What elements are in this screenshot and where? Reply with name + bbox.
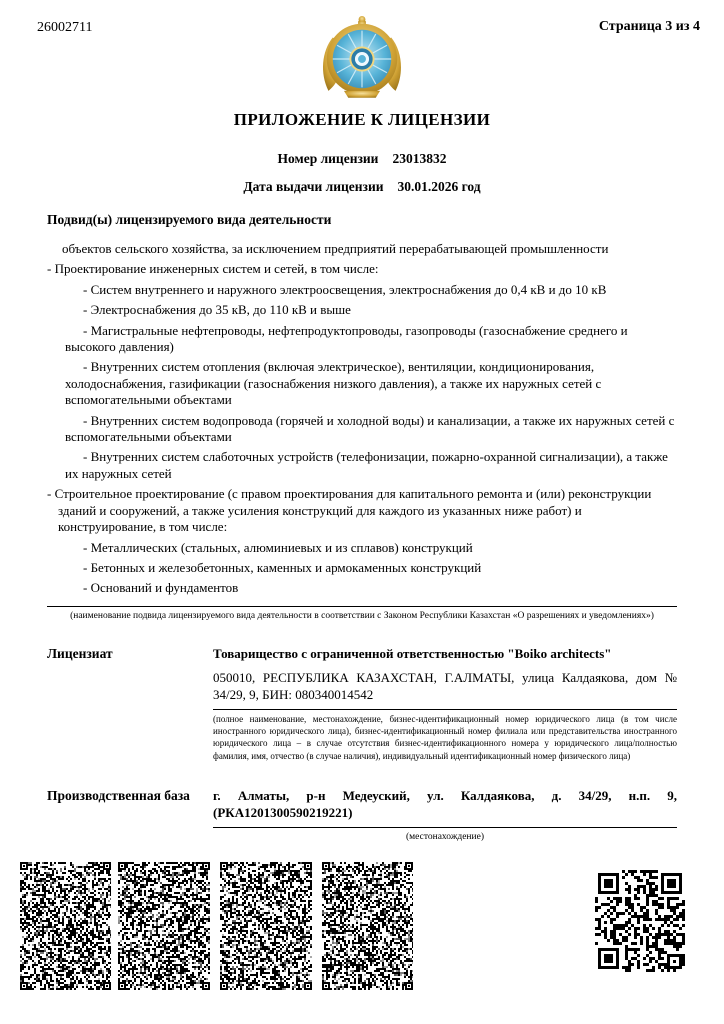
production-base-details <box>213 787 677 843</box>
subtypes-footnote: (наименование подвида лицензируемого вида деятельности в соответствии с Законом Республики Казахстан «О разрешениях и уведомлениях») <box>70 610 654 621</box>
subtypes-heading: Подвид(ы) лицензируемого вида деятельности <box>47 212 332 227</box>
production-base-footnote: (местонахождение) <box>406 832 484 842</box>
license-number-label: Номер лицензии <box>277 151 379 166</box>
licensee-address: 050010, РЕСПУБЛИКА КАЗАХСТАН, Г.АЛМАТЫ, улица Калдаякова, дом № 34/29, 9, БИН: 080340014542 <box>213 670 677 702</box>
licensee-name: Товарищество с ограниченной ответственностью "Boiko architects" <box>213 646 612 661</box>
license-number-value: 23013832 <box>392 151 447 166</box>
barcode-row <box>0 860 724 1000</box>
document-number: 26002711 <box>37 20 93 35</box>
subtype-item: - Внутренних систем отопления (включая электрическое), вентиляции, кондиционирования, холодоснабжения, газификации (газоснабжения низкого давления), а также их наружных сетей с вспомогательными объектами <box>47 359 677 408</box>
production-base-divider <box>213 827 677 828</box>
qr-code <box>595 870 685 972</box>
issue-date-value: 30.01.2026 год <box>397 179 481 194</box>
licensee-label: Лицензиат <box>47 646 113 661</box>
subtype-item: - Проектирование инженерных систем и сетей, в том числе: <box>47 261 677 277</box>
subtypes-divider <box>47 606 677 607</box>
licensee-details <box>213 645 677 762</box>
production-base-section <box>47 787 677 843</box>
licensee-divider <box>213 709 677 710</box>
subtype-item: - Строительное проектирование (с правом проектирования для капитального ремонта и (или) реконструкции зданий и сооружений, а также усиления конструкций для каждого из указанных ниже работ) и конструирование, в том числе: <box>47 486 677 535</box>
license-number-line <box>0 151 724 167</box>
subtype-item: - Систем внутреннего и наружного электроосвещения, электроснабжения до 0,4 кВ и до 10 кВ <box>47 282 677 298</box>
page-title: ПРИЛОЖЕНИЕ К ЛИЦЕНЗИИ <box>233 110 491 129</box>
datamatrix-code-3 <box>220 862 312 990</box>
datamatrix-code-4 <box>322 862 413 990</box>
subtype-item: - Бетонных и железобетонных, каменных и армокаменных конструкций <box>47 560 677 576</box>
issue-date-line <box>0 179 724 195</box>
subtypes-section <box>47 212 677 622</box>
subtype-item: - Оснований и фундаментов <box>47 580 677 596</box>
subtype-item: - Внутренних систем слаботочных устройств (телефонизации, пожарно-охранной сигнализации), а также их наружных сетей <box>47 449 677 482</box>
issue-date-label: Дата выдачи лицензии <box>243 179 384 194</box>
subtype-item: - Внутренних систем водопровода (горячей и холодной воды) и канализации, а также их наружных сетей с вспомогательными объектами <box>47 413 677 446</box>
licensee-section <box>47 645 677 762</box>
datamatrix-code-1 <box>20 862 111 990</box>
page-indicator: Страница 3 из 4 <box>598 19 700 34</box>
subtype-item: - Магистральные нефтепроводы, нефтепродуктопроводы, газопроводы (газоснабжение среднего и высокого давления) <box>47 323 677 356</box>
production-base-address: г. Алматы, р-н Медеуский, ул. Калдаякова, д. 34/29, н.п. 9, (РКА1201300590219221) <box>213 788 677 820</box>
subtype-item: - Электроснабжения до 35 кВ, до 110 кВ и выше <box>47 302 677 318</box>
subtype-item: - Металлических (стальных, алюминиевых и из сплавов) конструкций <box>47 540 677 556</box>
datamatrix-code-2 <box>118 862 210 990</box>
production-base-label: Производственная база <box>47 788 190 803</box>
licensee-footnote: (полное наименование, местонахождение, бизнес-идентификационный номер юридического лица (в том числе иностранного юридического лица), бизнес-идентификационный номер филиала или представительства иностранного юридического лица – в случае отсутствия бизнес-идентификационного номера у юридического лица/полностью фамилия, имя, отчество (в случае наличия), индивидуальный идентификационный номер физического лица) <box>213 714 677 761</box>
subtype-continuation-line: объектов сельского хозяйства, за исключением предприятий перерабатывающей промышленности <box>62 241 609 256</box>
kazakhstan-emblem-icon <box>319 13 405 105</box>
subtypes-list <box>47 261 677 596</box>
